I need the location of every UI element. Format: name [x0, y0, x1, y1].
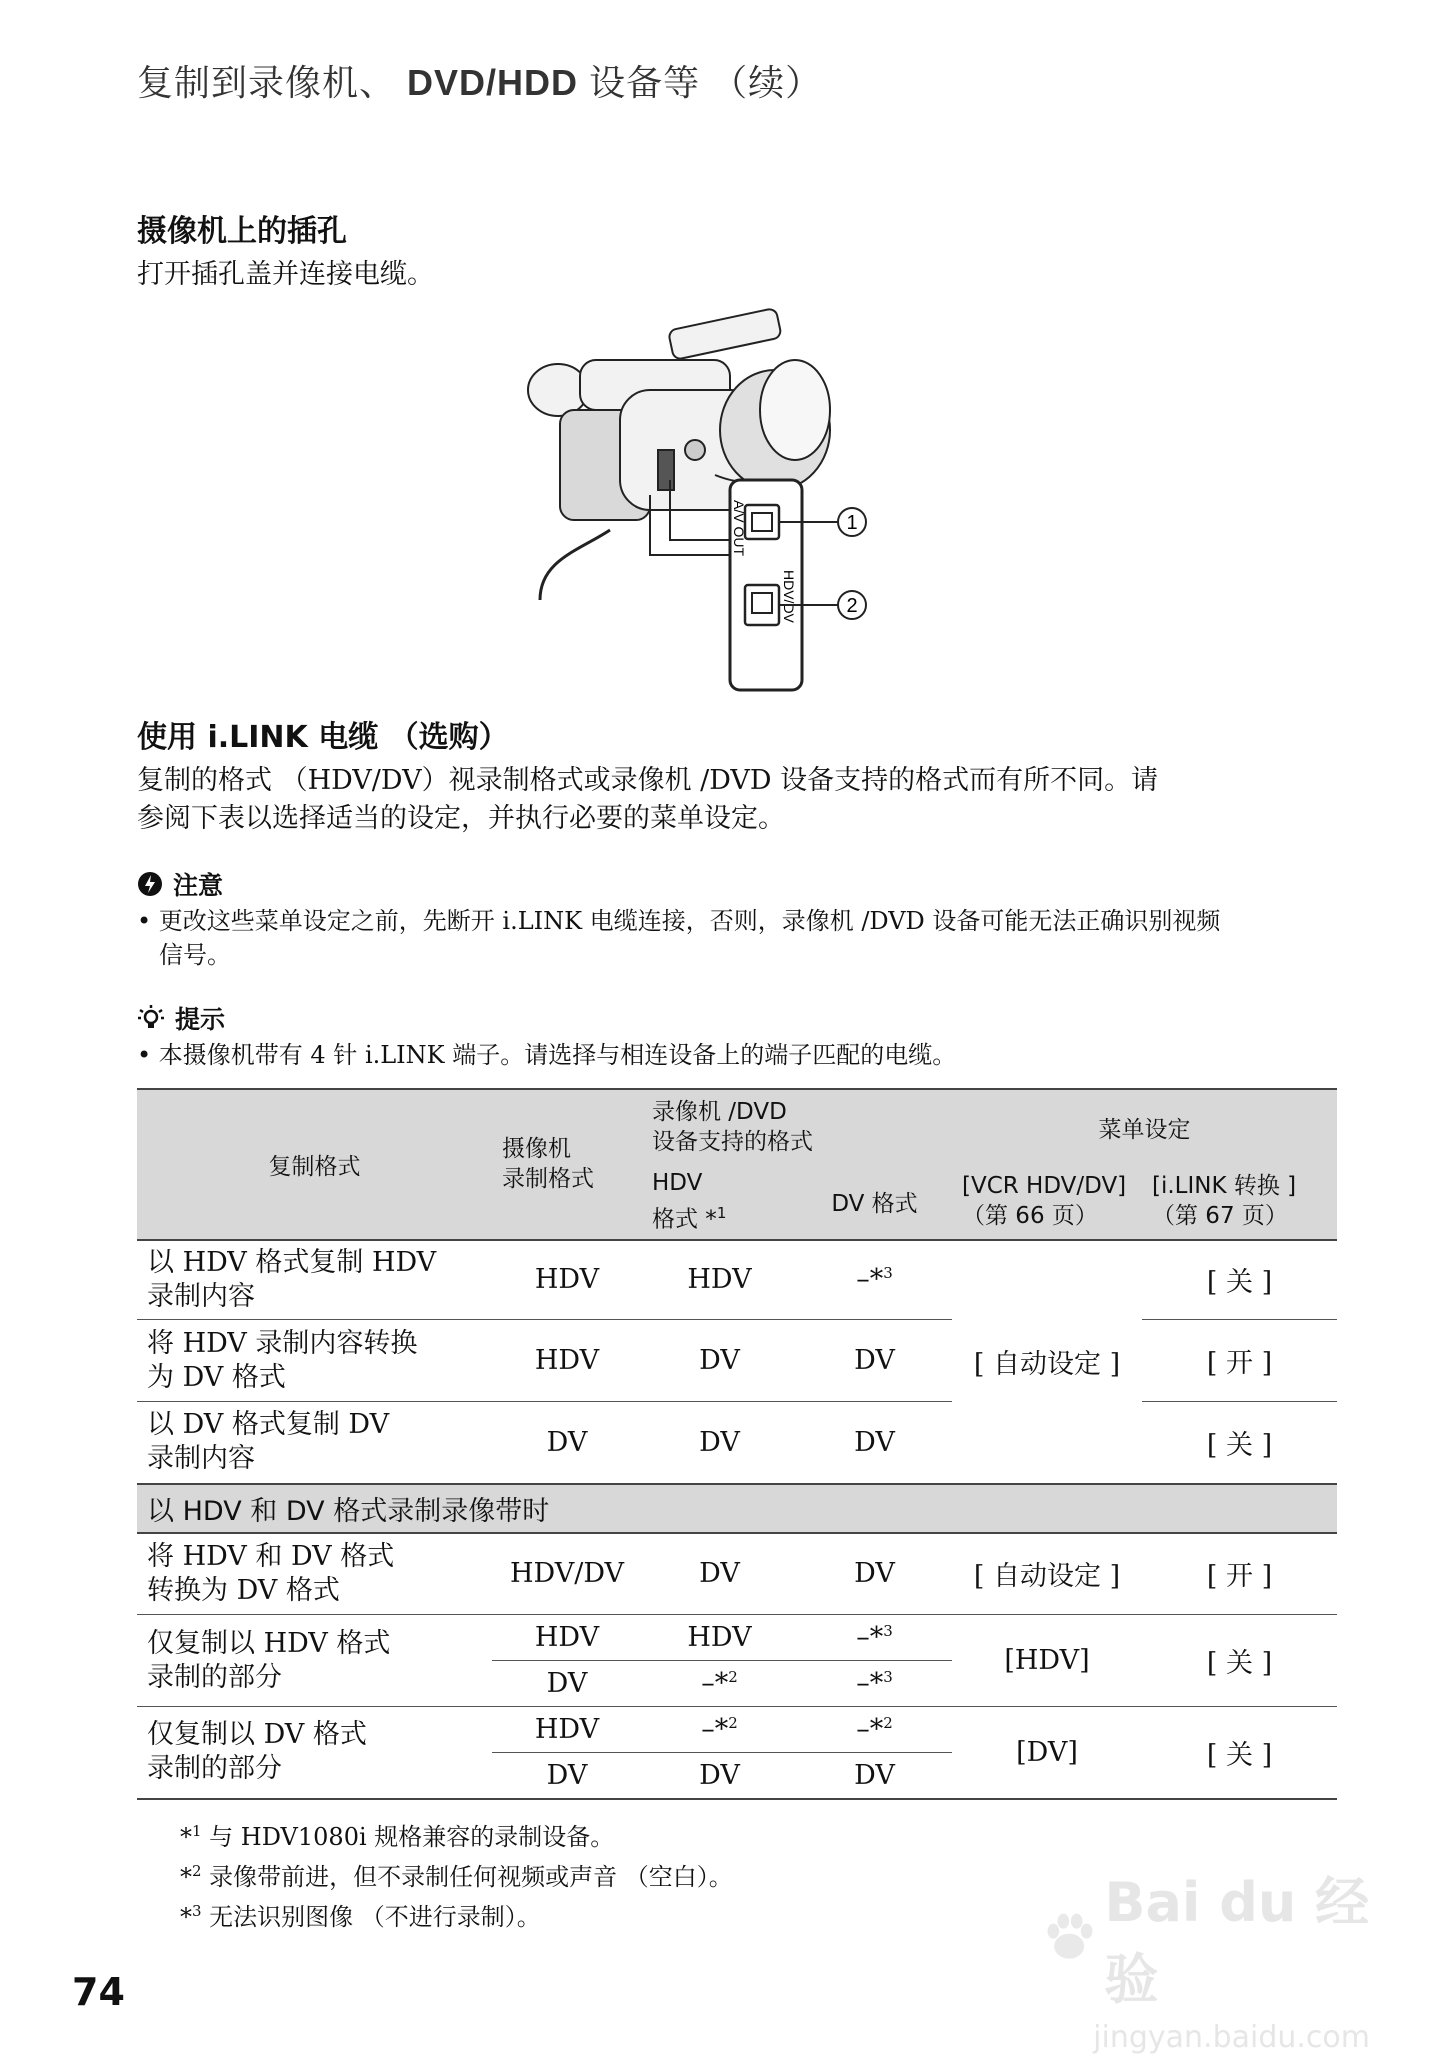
cell-dv: [797, 1615, 952, 1661]
cell-dv: DV: [854, 1558, 895, 1590]
footnote-ref: 2: [728, 1714, 738, 1733]
row-label-line: 转换为 DV 格式: [147, 1574, 340, 1606]
cable: [540, 530, 610, 600]
footnote-number: 2: [192, 1862, 202, 1880]
footnote-ref: 3: [883, 1622, 893, 1641]
header-suffix: 设备等 （续）: [589, 62, 823, 103]
header-dv: DV 格式: [797, 1164, 952, 1240]
row-label-line: 将 HDV 和 DV 格式: [147, 1540, 395, 1572]
header-menu-setting: 菜单设定: [952, 1089, 1337, 1164]
cell-vcr-menu: [ 自动设定 ]: [952, 1240, 1142, 1484]
header-vcr-support-1: 录像机 /DVD: [652, 1099, 787, 1125]
lightbulb-icon: [137, 1004, 165, 1032]
header-ilink-1: [i.LINK 转换 ]: [1152, 1173, 1297, 1200]
header-hdv-1: HDV: [652, 1170, 703, 1196]
row-label-line: 将 HDV 录制内容转换: [147, 1327, 418, 1359]
footnote-text: 无法识别图像 （不进行录制）。: [201, 1903, 541, 1931]
cell-cam-format: DV: [492, 1661, 642, 1707]
cell-hdv-value: –*: [701, 1668, 729, 1700]
footnote-1: [180, 1814, 614, 1854]
row-label-line: 以 DV 格式复制 DV: [147, 1409, 390, 1441]
caution-text-line2: 信号。: [159, 941, 231, 969]
table-row: [137, 1707, 1337, 1753]
cell-dv: [797, 1707, 952, 1753]
header-vcr-support-2: 设备支持的格式: [652, 1129, 813, 1155]
cell-vcr-menu: [HDV]: [952, 1615, 1142, 1707]
footnote-number: 3: [192, 1902, 202, 1920]
cell-ilink-menu: [ 开 ]: [1142, 1320, 1337, 1402]
row-label: [137, 1615, 492, 1707]
watermark-url: jingyan.baidu.com: [1093, 2020, 1370, 2055]
header-cam-format: [492, 1089, 642, 1240]
copy-format-table: [137, 1088, 1337, 1800]
table-section-row: [137, 1484, 1337, 1533]
section-text-line1: 复制的格式 （HDV/DV）视录制格式或录像机 /DVD 设备支持的格式而有所不同。请: [137, 765, 1159, 796]
header-hdv-sup: 1: [716, 1204, 727, 1222]
cell-hdv: DV: [642, 1320, 797, 1402]
row-label-line: 仅复制以 DV 格式: [147, 1719, 367, 1751]
header-hdv: [642, 1164, 797, 1240]
footnote-ref: 3: [883, 1668, 893, 1687]
section-text-line2: 参阅下表以选择适当的设定，并执行必要的菜单设定。: [137, 803, 785, 834]
caution-heading: [137, 866, 223, 902]
table-row: [137, 1320, 1337, 1402]
cell-vcr-menu: [ 自动设定 ]: [973, 1561, 1121, 1593]
footnote-text: 与 HDV1080i 规格兼容的录制设备。: [201, 1823, 615, 1851]
paw-logo-icon: [1040, 1902, 1098, 1972]
header-copy-format: 复制格式: [137, 1089, 492, 1240]
row-label-line: 录制的部分: [147, 1661, 282, 1693]
cell-dv: [797, 1240, 952, 1320]
cell-hdv: HDV: [642, 1615, 797, 1661]
av-out-label: A/V OUT: [731, 500, 747, 557]
cell-dv-value: –*: [856, 1264, 884, 1296]
header-vcr-support: [642, 1089, 952, 1164]
footnote-text: 录像带前进，但不录制任何视频或声音 （空白）。: [201, 1863, 733, 1891]
section-title-ilink: 使用 i.LINK 电缆 （选购）: [137, 720, 509, 755]
row-label-line: 以 HDV 格式复制 HDV: [147, 1246, 437, 1278]
hdv-dv-jack: [745, 585, 779, 625]
footnote-2: [180, 1854, 733, 1894]
header-vcr-1: [VCR HDV/DV]: [962, 1173, 1127, 1200]
row-label: [137, 1533, 492, 1615]
cell-ilink-menu: [ 关 ]: [1142, 1615, 1337, 1707]
footnote-ref: 3: [883, 1264, 893, 1283]
caution-text-line1: • 更改这些菜单设定之前，先断开 i.LINK 电缆连接，否则，录像机 /DVD 设备可能无法正确识别视频: [137, 907, 1221, 935]
row-label: [137, 1707, 492, 1799]
cell-ilink-menu: [ 开 ]: [1206, 1561, 1273, 1593]
footnote-mark: *: [180, 1903, 192, 1931]
cell-hdv: DV: [642, 1402, 797, 1484]
row-label-line: 录制内容: [147, 1443, 255, 1475]
cell-dv: [797, 1661, 952, 1707]
callout-number-1: 1: [846, 512, 858, 534]
tip-text: • 本摄像机带有 4 针 i.LINK 端子。请选择与相连设备上的端子匹配的电缆。: [137, 1041, 957, 1069]
table-row: [137, 1615, 1337, 1661]
table-row: [137, 1402, 1337, 1484]
header-vcr-2: （第 66 页）: [962, 1203, 1098, 1230]
section-text-jacks: 打开插孔盖并连接电缆。: [137, 259, 434, 290]
table-row: [137, 1240, 1337, 1320]
footnote-ref: 2: [883, 1714, 893, 1733]
cell-dv: DV: [797, 1402, 952, 1484]
tip-title: 提示: [175, 1005, 226, 1034]
cell-ilink-menu: [ 关 ]: [1142, 1402, 1337, 1484]
section-title-jacks: 摄像机上的插孔: [137, 214, 347, 249]
cell-ilink-menu: [ 关 ]: [1142, 1240, 1337, 1320]
caution-title: 注意: [173, 871, 224, 900]
row-label: [137, 1240, 492, 1320]
cell-cam-format: HDV: [492, 1707, 642, 1753]
cell-cam-format: HDV: [492, 1240, 642, 1320]
header-ilink-menu: [1142, 1164, 1337, 1240]
row-label-line: 仅复制以 HDV 格式: [147, 1627, 391, 1659]
cell-cam-format: HDV/DV: [510, 1558, 624, 1590]
baidu-watermark: [1040, 1860, 1370, 2055]
camcorder-jack-diagram: [520, 300, 870, 695]
cell-hdv: HDV: [642, 1240, 797, 1320]
callout-number-2: 2: [846, 595, 858, 617]
row-label-line: 为 DV 格式: [147, 1361, 286, 1393]
watermark-brand: Bai du 经验: [1104, 1871, 1370, 2011]
tip-heading: [137, 1000, 225, 1036]
cell-hdv: DV: [699, 1558, 740, 1590]
row-label: [137, 1320, 492, 1402]
cell-hdv-value: –*: [701, 1714, 729, 1746]
header-vcr-menu: [952, 1164, 1142, 1240]
header-hdv-2: 格式 *: [652, 1206, 717, 1233]
footnote-mark: *: [180, 1823, 192, 1851]
cell-hdv: DV: [642, 1753, 797, 1799]
cell-hdv: [642, 1661, 797, 1707]
header-bold: DVD/HDD: [407, 62, 579, 103]
row-label: [137, 1402, 492, 1484]
cell-cam-format: HDV: [492, 1320, 642, 1402]
page-number: 74: [72, 1970, 125, 2014]
cell-vcr-menu: [DV]: [952, 1707, 1142, 1799]
cell-cam-format: DV: [492, 1753, 642, 1799]
footnote-mark: *: [180, 1863, 192, 1891]
footnote-3: [180, 1894, 541, 1934]
caution-icon: [137, 871, 163, 897]
cell-dv: DV: [797, 1320, 952, 1402]
cell-dv: DV: [797, 1753, 952, 1799]
cell-cam-format: DV: [492, 1402, 642, 1484]
header-cam-format-2: 录制格式: [502, 1166, 594, 1193]
header-ilink-2: （第 67 页）: [1152, 1203, 1288, 1230]
footnote-number: 1: [192, 1822, 202, 1840]
row-label-line: 录制的部分: [147, 1753, 282, 1785]
table-row: [137, 1533, 1337, 1615]
row-label-line: 录制内容: [147, 1280, 255, 1312]
cell-dv-value: –*: [856, 1714, 884, 1746]
cell-ilink-menu: [ 关 ]: [1142, 1707, 1337, 1799]
header-prefix: 复制到录像机、: [137, 62, 397, 103]
cell-cam-format: HDV: [492, 1615, 642, 1661]
av-out-jack: [745, 505, 779, 539]
hdv-dv-label: HDV/DV: [781, 570, 797, 623]
section-label: 以 HDV 和 DV 格式录制录像带时: [137, 1484, 1337, 1533]
running-header: [137, 55, 822, 106]
cell-dv-value: –*: [856, 1622, 884, 1654]
cell-hdv: [642, 1707, 797, 1753]
header-cam-format-1: 摄像机: [502, 1136, 571, 1163]
cell-dv-value: –*: [856, 1668, 884, 1700]
footnote-ref: 2: [728, 1668, 738, 1687]
